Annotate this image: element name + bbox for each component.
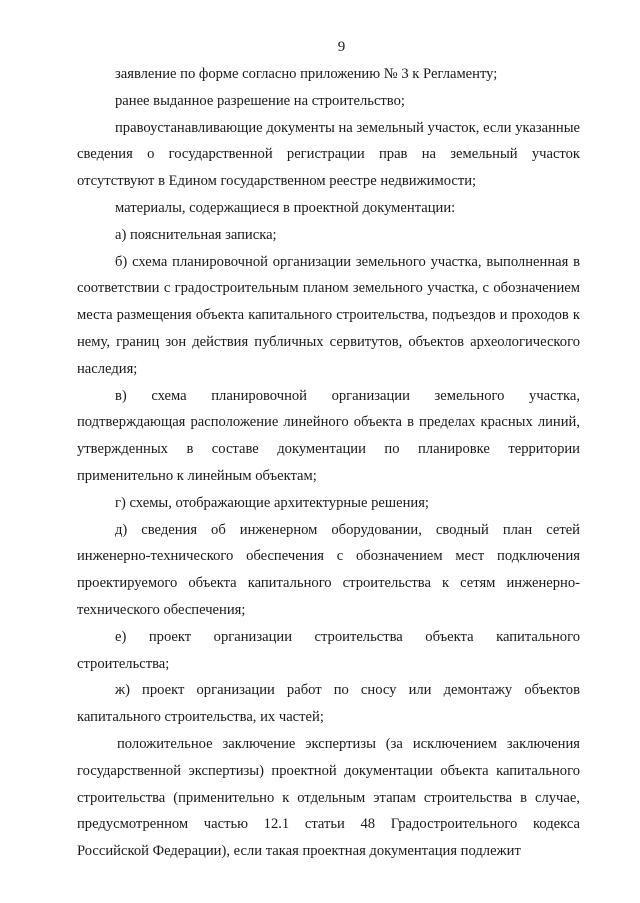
list-item-zh: ж) проект организации работ по сносу или демонтажу объектов капитального строительства, их частей;: [77, 682, 580, 726]
list-item-d: д) сведения об инженерном оборудовании, сводный план сетей инженерно-технического обеспечения с обозначением мест подключения проектируемого объекта капитального строительства к сетям инженерно-технического обеспечения;: [77, 521, 580, 618]
list-item-b: б) схема планировочной организации земельного участка, выполненная в соответствии с градостроительным планом земельного участка, с обозначением места размещения объекта капитального строительства, подъездов и проходов к нему, границ зон действия публичных сервитутов, объектов археологического наследия;: [77, 253, 580, 377]
list-item-e: е) проект организации строительства объекта капитального строительства;: [77, 628, 580, 672]
paragraph-project-materials: материалы, содержащиеся в проектной документации:: [115, 199, 456, 216]
page-number: 9: [337, 39, 346, 55]
paragraph-application: заявление по форме согласно приложению № 3 к Регламенту;: [115, 66, 498, 82]
list-item-a: а) пояснительная записка;: [115, 226, 277, 243]
paragraph-expertise-conclusion: положительное заключение экспертизы (за исключением заключения государственной экспертизы) проектной документации объекта капитального строительства (применительно к отдельным этапам строительства в случае, предусмотренном частью 12.1 статьи 48 Градостроительного кодекса Российской Федерации), если такая проектная документация подлежит: [77, 735, 580, 860]
paragraph-title-documents: правоустанавливающие документы на земельный участок, если указанные сведения о государственной регистрации прав на земельный участок отсутствуют в Едином государственном реестре недвижимости;: [77, 119, 580, 190]
list-item-g: г) схемы, отображающие архитектурные решения;: [115, 494, 429, 511]
paragraph-previous-permit: ранее выданное разрешение на строительство;: [115, 92, 405, 109]
list-item-v: в) схема планировочной организации земельного участка, подтверждающая расположение линейного объекта в пределах красных линий, утвержденных в составе документации по планировке территории применительно к линейным объектам;: [77, 387, 580, 484]
